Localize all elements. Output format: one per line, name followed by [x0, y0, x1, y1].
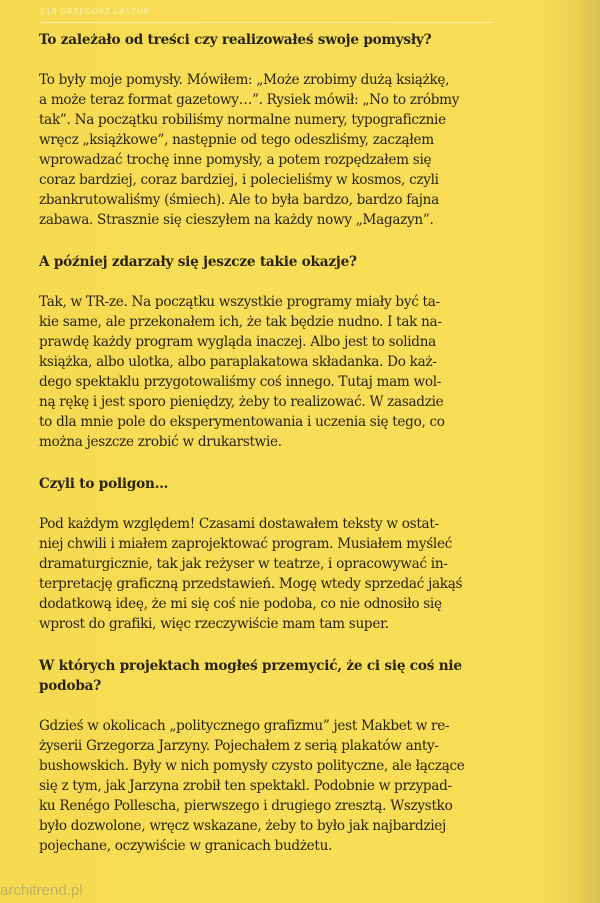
answer-line: było dozwolone, wręcz wskazane, żeby to było jak najbardziej	[39, 818, 446, 834]
question: To zależało od treści czy realizowałeś swoje pomysły?	[39, 32, 432, 48]
answer-line: Tak, w TR-ze. Na początku wszystkie programy miały być ta-	[39, 294, 440, 310]
qa-section	[39, 30, 469, 230]
answer-line: wprost do grafiki, więc rzeczywiście mam tam super.	[39, 616, 389, 632]
answer-line: wręcz „książkowe”, następnie od tego odeszliśmy, zacząłem	[39, 132, 434, 148]
answer-line: pojechane, oczywiście w granicach budżetu.	[39, 838, 333, 854]
answer-line: Gdzieś w okolicach „politycznego grafizmu” jest Makbet w re-	[39, 718, 450, 734]
watermark: architrend.pl	[0, 882, 83, 899]
answer-line: zabawa. Strasznie się cieszyłem na każdy nowy „Magazyn”.	[39, 212, 434, 228]
answer	[39, 716, 469, 856]
question: Czyli to poligon…	[39, 476, 169, 492]
answer-line: książka, albo ulotka, albo paraplakatowa składanka. Do każ-	[39, 354, 437, 370]
answer-line: coraz bardziej, coraz bardziej, i polecieliśmy w kosmos, czyli	[39, 172, 439, 188]
answer-line: ku Renégo Pollescha, pierwszego i drugiego zresztą. Wszystko	[39, 798, 453, 814]
answer-line: ną rękę i jest sporo pieniędzy, żeby to realizować. W zasadzie	[39, 394, 444, 410]
answer-line: dego spektaklu przygotowaliśmy coś innego. Tutaj mam wol-	[39, 374, 442, 390]
question: W których projektach mogłeś przemycić, że ci się coś nie podoba?	[39, 658, 462, 694]
answer-line: dramaturgicznie, tak jak reżyser w teatrze, i opracowywać in-	[39, 556, 448, 572]
answer-line: wprowadzać trochę inne pomysły, a potem rozpędzałem się	[39, 152, 432, 168]
answer-line: to dla mnie pole do eksperymentowania i uczenia się tego, co	[39, 414, 445, 430]
answer-line: kie same, ale przekonałem ich, że tak będzie nudno. I tak na-	[39, 314, 442, 330]
answer-line: terpretację graficzną przedstawień. Mogę wtedy sprzedać jakąś	[39, 576, 463, 592]
qa-section	[39, 656, 469, 856]
answer	[39, 514, 469, 634]
answer-line: prawdę każdy program wygląda inaczej. Albo jest to solidna	[39, 334, 436, 350]
answer-line: niej chwili i miałem zaprojektować program. Musiałem myśleć	[39, 536, 453, 552]
qa-section	[39, 252, 469, 452]
answer-line: tak”. Na początku robiliśmy normalne numery, typograficznie	[39, 112, 446, 128]
answer-line: żyserii Grzegorza Jarzyny. Pojechałem z serią plakatów anty-	[39, 738, 439, 754]
running-head: 218 GRZEGORZ LASZUK	[40, 7, 150, 16]
header-rule	[40, 22, 493, 23]
interview-content	[39, 30, 469, 878]
answer	[39, 292, 469, 452]
answer-line: Pod każdym względem! Czasami dostawałem teksty w ostat-	[39, 516, 439, 532]
answer-line: To były moje pomysły. Mówiłem: „Może zrobimy dużą książkę,	[39, 72, 450, 88]
answer-line: się z tym, jak Jarzyna zrobił ten spektakl. Podobnie w przypad-	[39, 778, 452, 794]
answer-line: dodatkową ideę, że mi się coś nie podoba, co nie odnosiło się	[39, 596, 442, 612]
answer-line: bushowskich. Były w nich pomysły czysto polityczne, ale łączące	[39, 758, 465, 774]
question: A później zdarzały się jeszcze takie okazje?	[39, 254, 357, 270]
answer-line: a może teraz format gazetowy…”. Rysiek mówił: „No to zróbmy	[39, 92, 460, 108]
answer	[39, 70, 469, 230]
answer-line: zbankrutowaliśmy (śmiech). Ale to była bardzo, bardzo fajna	[39, 192, 439, 208]
qa-section	[39, 474, 469, 634]
answer-line: można jeszcze zrobić w drukarstwie.	[39, 434, 282, 450]
